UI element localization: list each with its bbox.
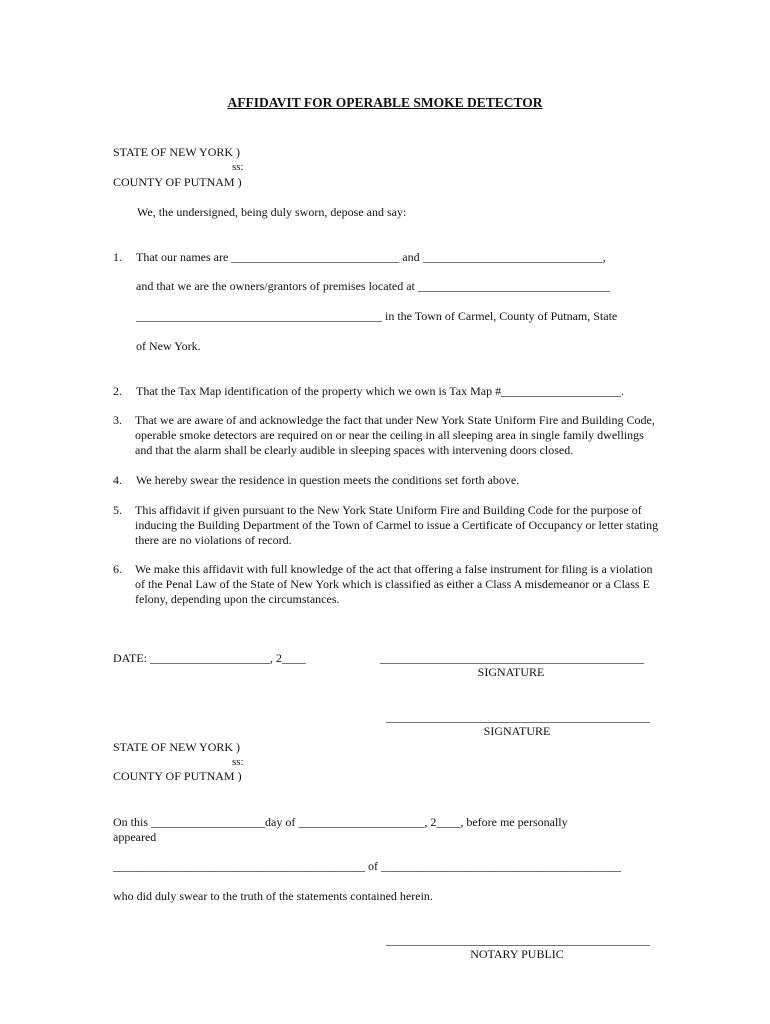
venue-ss: ss: (232, 756, 244, 768)
date-field[interactable]: DATE: ____________________, 2____ (113, 651, 306, 665)
item-number: 6. (113, 562, 122, 576)
document-title: AFFIDAVIT FOR OPERABLE SMOKE DETECTOR (227, 95, 543, 110)
venue-county: COUNTY OF PUTNAM ) (113, 175, 242, 189)
intro-text: We, the undersigned, being duly sworn, depose and say: (137, 205, 407, 219)
venue-state: STATE OF NEW YORK ) (113, 145, 241, 159)
item-number: 3. (113, 413, 122, 427)
appeared-name-line[interactable]: __________________________________________ of ________________________________________ (113, 859, 621, 873)
conditions-clause: We hereby swear the residence in question meets the conditions set forth above. (136, 473, 520, 487)
signature-label: SIGNATURE (477, 665, 545, 679)
notary-public-label: NOTARY PUBLIC (470, 947, 564, 961)
state-line: of New York. (136, 339, 201, 353)
purpose-clause: This affidavit if given pursuant to the New York State Uniform Fire and Building Code for the purpose of inducing the Building Department of the Town of Carmel to issue a Certificate of Occupancy or letter stating there are no violations of record. (135, 503, 659, 547)
notary-date-line[interactable]: On this ___________________day of _____________________, 2____, before me personally (113, 815, 568, 829)
item-number: 4. (113, 473, 122, 487)
signature-line[interactable]: ____________________________________________ (386, 710, 650, 724)
notary-signature-line[interactable]: ____________________________________________ (386, 933, 650, 947)
tax-map-line: That the Tax Map identification of the property which we own is Tax Map #____________________. (136, 384, 625, 398)
penal-law-clause: We make this affidavit with full knowledge of the act that offering a false instrument for filing is a violation of the Penal Law of the State of New York which is classified as either a Class A misdemeanor or a Class E felony, depending upon the circumstances. (135, 562, 653, 606)
location-line: _________________________________________ in the Town of Carmel, County of Putnam, State (136, 309, 618, 323)
premises-line: and that we are the owners/grantors of premises located at ________________________________ (136, 279, 610, 293)
venue-county: COUNTY OF PUTNAM ) (113, 769, 242, 783)
signature-label: SIGNATURE (483, 724, 551, 738)
item-number: 1. (113, 250, 122, 264)
swear-statement: who did duly swear to the truth of the statements contained herein. (113, 889, 433, 903)
smoke-detector-clause: That we are aware of and acknowledge the fact that under New York State Uniform Fire and Building Code, operable smoke detectors are required on or near the ceiling in all sleeping area in single family dwellings and that the alarm shall be clearly audible in sleeping spaces with intervening doors closed. (135, 413, 655, 457)
appeared-text: appeared (113, 830, 157, 844)
venue-ss: ss: (232, 161, 244, 173)
venue-state: STATE OF NEW YORK ) (113, 740, 241, 754)
item-number: 2. (113, 384, 122, 398)
item-number: 5. (113, 503, 122, 517)
names-line: That our names are ____________________________ and ______________________________, (136, 250, 606, 264)
signature-line[interactable]: ____________________________________________ (380, 651, 644, 665)
